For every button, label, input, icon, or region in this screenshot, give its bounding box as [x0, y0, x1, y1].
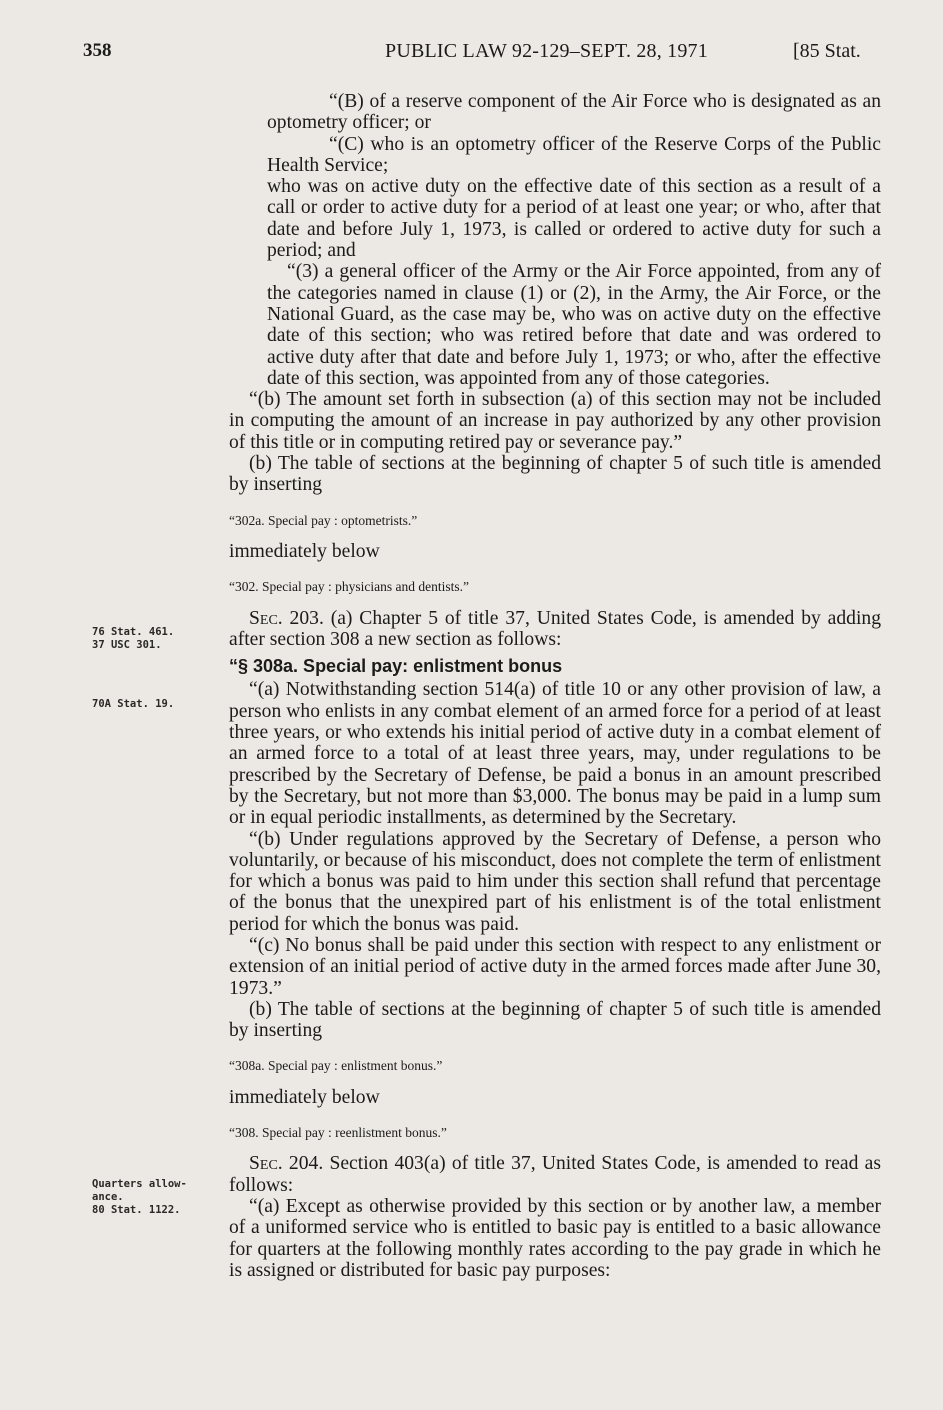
- margin-note-76-stat: [92, 626, 174, 652]
- section-203: [229, 608, 881, 651]
- document-body: [229, 91, 881, 1281]
- clause-3: “(3) a general officer of the Army or the Air Force appointed, from any of the categories named in clause (1) or (2), in the Army, the Air Force, or the National Guard, as the case may be, who was on active duty on the effective date of this section; who was retired before that date and was ordered to active duty after that date and before July 1, 1973; or who, after the effective date of this section, was appointed from any of those categories.: [267, 261, 881, 389]
- margin-note-line: 37 USC 301.: [92, 639, 162, 651]
- page-header: [0, 40, 943, 70]
- section-203-text: 203. (a) Chapter 5 of title 37, United States Code, is amended by adding after section 308 a new section as follows:: [229, 607, 881, 650]
- immediately-below-2: immediately below: [229, 1086, 380, 1108]
- margin-note-line: 76 Stat. 461.: [92, 626, 175, 638]
- page-number: 358: [83, 40, 112, 61]
- table-entry-308: “308. Special pay : reenlistment bonus.”: [229, 1125, 447, 1141]
- subsection-b-refund: “(b) Under regulations approved by the Secretary of Defense, a person who voluntarily, or because of his misconduct, does not complete the term of enlistment for which a bonus was paid to him under this section shall refund that percentage of the bonus that the unexpired part of his enlistment is of the total enlistment period for which the bonus was paid.: [229, 828, 881, 935]
- margin-note-line: 70A Stat. 19.: [92, 698, 175, 710]
- margin-note-line: Quarters allow-: [92, 1178, 187, 1190]
- subsection-a-quarters: “(a) Except as otherwise provided by this section or by another law, a member of a uniformed service who is entitled to basic pay is entitled to a basic allowance for quarters at the following monthly rates according to the pay grade in which he is assigned or distributed for basic pay purposes:: [229, 1195, 881, 1281]
- section-308a-heading: “§ 308a. Special pay: enlistment bonus: [229, 656, 563, 677]
- section-204: [229, 1153, 881, 1196]
- subsection-b-amount: “(b) The amount set forth in subsection (a) of this section may not be included in computing the amount of an increase in pay authorized by any other provision of this title or in computing retired pay or severance pay.”: [229, 389, 881, 453]
- header-title: PUBLIC LAW 92-129–SEPT. 28, 1971: [385, 40, 708, 62]
- clause-c: “(C) who is an optometry officer of the Reserve Corps of the Public Health Service;: [267, 133, 881, 176]
- margin-note-70a-stat: [92, 698, 174, 711]
- sec-label: Sec.: [249, 1153, 283, 1175]
- header-stat: [85 Stat.: [793, 40, 861, 62]
- margin-note-quarters: [92, 1178, 187, 1217]
- sec-label: Sec.: [249, 607, 283, 629]
- subsection-b-table: (b) The table of sections at the beginning of chapter 5 of such title is amended by inserting: [229, 453, 881, 496]
- table-entry-302a: “302a. Special pay : optometrists.”: [229, 512, 418, 528]
- immediately-below-1: immediately below: [229, 540, 380, 562]
- subsection-c-limit: “(c) No bonus shall be paid under this section with respect to any enlistment or extension of an initial period of active duty in the armed forces made after June 30, 1973.”: [229, 934, 881, 999]
- clause-continuation: who was on active duty on the effective date of this section as a result of a call or order to active duty for a period of at least one year; or who, after that date and before July 1, 1973, is called or ordered to active duty for such a period; and: [267, 176, 881, 262]
- table-entry-302: “302. Special pay : physicians and dentists.”: [229, 579, 469, 595]
- table-entry-308a: “308a. Special pay : enlistment bonus.”: [229, 1058, 443, 1074]
- margin-note-line: ance.: [92, 1191, 124, 1203]
- clause-b: “(B) of a reserve component of the Air Force who is designated as an optometry officer; or: [267, 91, 881, 134]
- section-204-text: 204. Section 403(a) of title 37, United States Code, is amended to read as follows:: [229, 1153, 881, 1196]
- subsection-b-table-2: (b) The table of sections at the beginning of chapter 5 of such title is amended by inserting: [229, 998, 881, 1042]
- margin-note-line: 80 Stat. 1122.: [92, 1204, 181, 1216]
- subsection-a-bonus: “(a) Notwithstanding section 514(a) of title 10 or any other provision of law, a person who enlists in any combat element of an armed force for a period of at least three years, or who extends his initial period of active duty in a combat element of an armed force to a total of at least three years, may, under regulations to be prescribed by the Secretary of Defense, be paid a bonus in an amount prescribed by the Secretary, but not more than $3,000. The bonus may be paid in a lump sum or in equal periodic installments, as determined by the Secretary.: [229, 679, 881, 829]
